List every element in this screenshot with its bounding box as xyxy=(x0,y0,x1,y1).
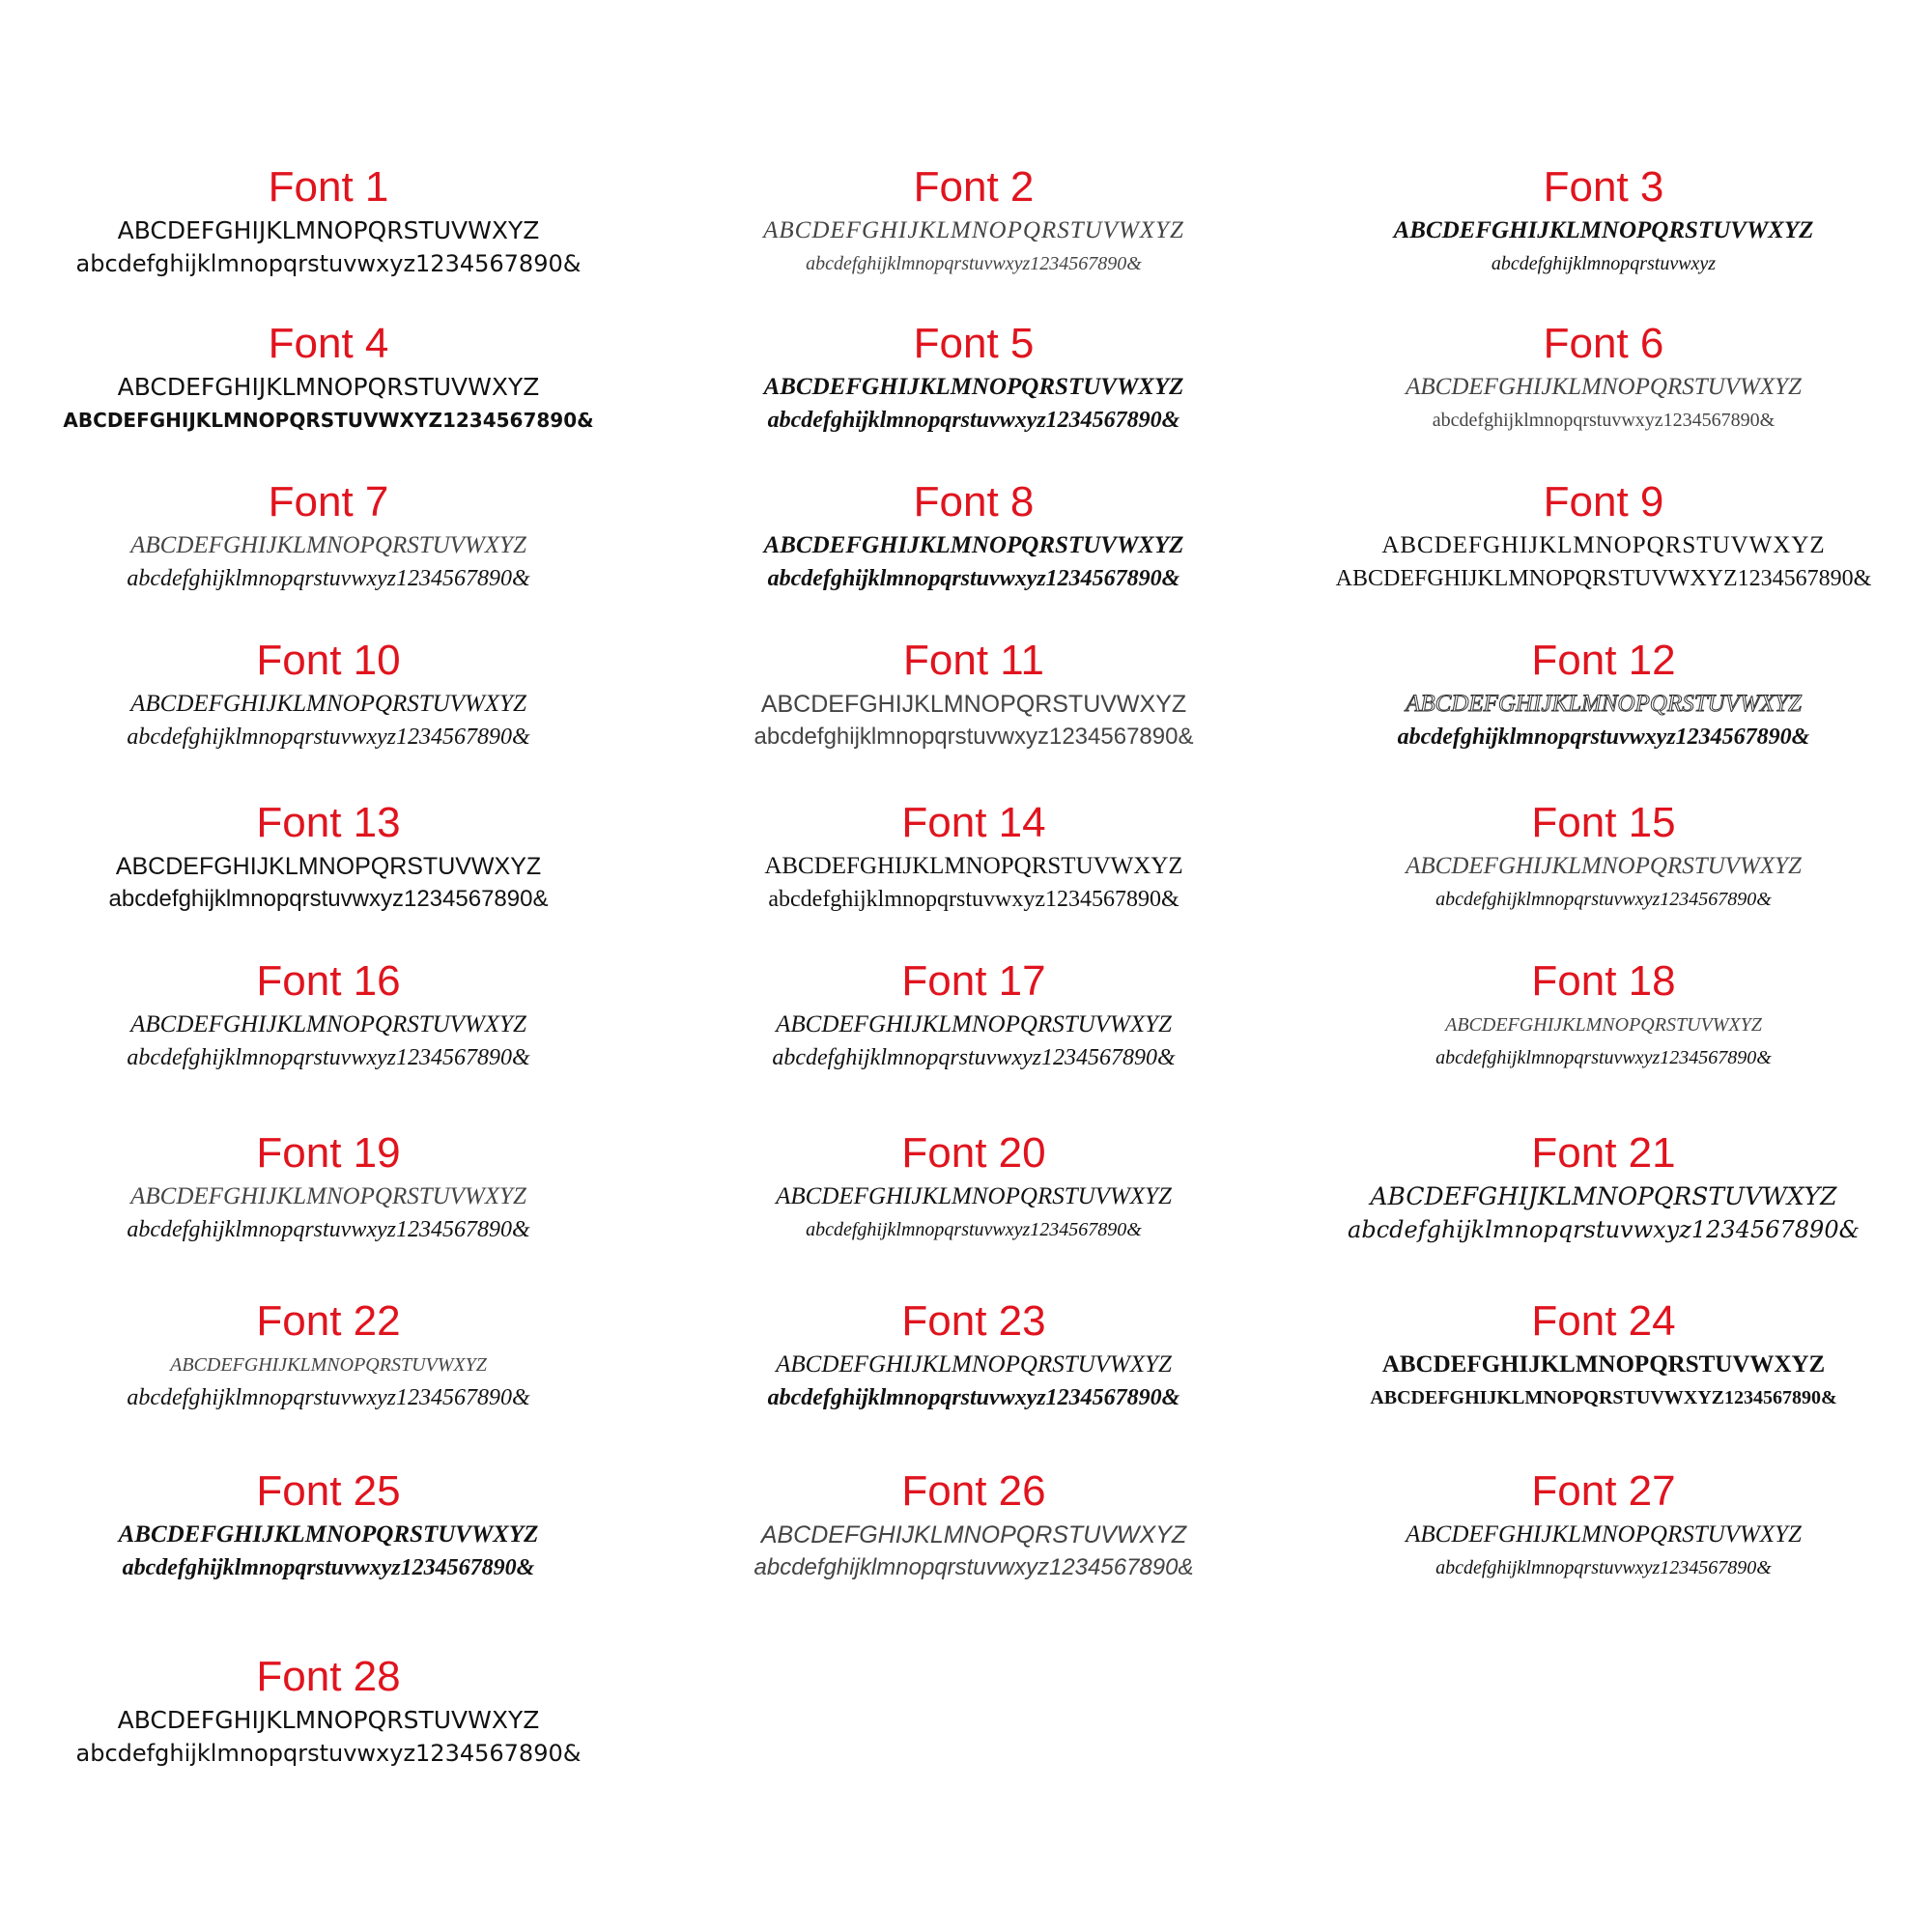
font-title: Font 27 xyxy=(1531,1467,1676,1515)
lowercase-sample: abcdefghijklmnopqrstuvwxyz1234567890& xyxy=(127,1045,530,1070)
uppercase-sample: ABCDEFGHIJKLMNOPQRSTUVWXYZ xyxy=(1406,1521,1802,1548)
font-title: Font 5 xyxy=(913,320,1035,367)
font-title: Font 1 xyxy=(268,163,389,211)
font-sample-17 xyxy=(645,958,1302,1074)
font-sample-6 xyxy=(1275,321,1932,437)
font-title: Font 21 xyxy=(1531,1129,1676,1177)
font-sample-24 xyxy=(1275,1298,1932,1414)
uppercase-sample: ABCDEFGHIJKLMNOPQRSTUVWXYZ xyxy=(1406,691,1802,717)
lowercase-sample: ABCDEFGHIJKLMNOPQRSTUVWXYZ1234567890& xyxy=(1370,1387,1837,1408)
font-title: Font 9 xyxy=(1543,478,1664,526)
uppercase-sample: ABCDEFGHIJKLMNOPQRSTUVWXYZ xyxy=(130,532,526,558)
font-sample-10 xyxy=(0,638,657,753)
uppercase-sample: ABCDEFGHIJKLMNOPQRSTUVWXYZ xyxy=(117,1706,540,1734)
lowercase-sample: abcdefghijklmnopqrstuvwxyz1234567890& xyxy=(806,253,1142,274)
uppercase-sample: ABCDEFGHIJKLMNOPQRSTUVWXYZ xyxy=(1381,1351,1826,1378)
font-sample-2 xyxy=(645,164,1302,280)
lowercase-sample: ABCDEFGHIJKLMNOPQRSTUVWXYZ1234567890& xyxy=(1335,566,1872,591)
lowercase-sample: abcdefghijklmnopqrstuvwxyz1234567890& xyxy=(1397,724,1810,750)
lowercase-sample: abcdefghijklmnopqrstuvwxyz1234567890& xyxy=(767,408,1180,433)
font-sample-5 xyxy=(645,321,1302,437)
font-sample-22 xyxy=(0,1298,657,1414)
lowercase-sample: abcdefghijklmnopqrstuvwxyz1234567890& xyxy=(772,1045,1176,1070)
uppercase-sample: ABCDEFGHIJKLMNOPQRSTUVWXYZ xyxy=(117,216,540,244)
lowercase-sample: abcdefghijklmnopqrstuvwxyz1234567890& xyxy=(753,724,1194,750)
font-sample-25 xyxy=(0,1468,657,1584)
lowercase-sample: abcdefghijklmnopqrstuvwxyz1234567890& xyxy=(127,566,530,591)
lowercase-sample: abcdefghijklmnopqrstuvwxyz1234567890& xyxy=(127,1385,530,1410)
font-title: Font 7 xyxy=(268,478,389,526)
uppercase-sample: ABCDEFGHIJKLMNOPQRSTUVWXYZ xyxy=(776,1183,1172,1209)
uppercase-sample: ABCDEFGHIJKLMNOPQRSTUVWXYZ xyxy=(776,1011,1172,1037)
uppercase-sample: ABCDEFGHIJKLMNOPQRSTUVWXYZ xyxy=(776,1351,1172,1378)
font-title: Font 19 xyxy=(256,1129,401,1177)
font-sample-28 xyxy=(0,1654,657,1770)
font-title: Font 8 xyxy=(913,478,1035,526)
font-sample-20 xyxy=(645,1130,1302,1246)
font-title: Font 20 xyxy=(901,1129,1046,1177)
uppercase-sample: ABCDEFGHIJKLMNOPQRSTUVWXYZ xyxy=(130,1183,526,1209)
font-title: Font 25 xyxy=(256,1467,401,1515)
uppercase-sample: ABCDEFGHIJKLMNOPQRSTUVWXYZ xyxy=(764,853,1183,879)
font-title: Font 11 xyxy=(903,637,1044,684)
lowercase-sample: abcdefghijklmnopqrstuvwxyz1234567890& xyxy=(1435,1557,1772,1578)
font-title: Font 23 xyxy=(901,1297,1046,1345)
font-sample-27 xyxy=(1275,1468,1932,1584)
font-title: Font 14 xyxy=(901,799,1046,846)
font-sample-14 xyxy=(645,800,1302,916)
uppercase-sample: ABCDEFGHIJKLMNOPQRSTUVWXYZ xyxy=(1370,1182,1837,1210)
font-sample-16 xyxy=(0,958,657,1074)
uppercase-sample: ABCDEFGHIJKLMNOPQRSTUVWXYZ xyxy=(1393,217,1814,243)
font-sample-18 xyxy=(1275,958,1932,1074)
font-sample-7 xyxy=(0,479,657,595)
lowercase-sample: abcdefghijklmnopqrstuvwxyz1234567890& xyxy=(75,1740,582,1767)
font-sample-8 xyxy=(645,479,1302,595)
font-sample-3 xyxy=(1275,164,1932,280)
lowercase-sample: abcdefghijklmnopqrstuvwxyz1234567890& xyxy=(753,1554,1194,1580)
font-title: Font 24 xyxy=(1531,1297,1676,1345)
uppercase-sample: ABCDEFGHIJKLMNOPQRSTUVWXYZ xyxy=(763,374,1184,400)
lowercase-sample: abcdefghijklmnopqrstuvwxyz1234567890& xyxy=(127,724,530,750)
uppercase-sample: ABCDEFGHIJKLMNOPQRSTUVWXYZ xyxy=(1406,853,1802,879)
uppercase-sample: ABCDEFGHIJKLMNOPQRSTUVWXYZ xyxy=(763,217,1184,243)
font-title: Font 18 xyxy=(1531,957,1676,1005)
font-sample-9 xyxy=(1275,479,1932,595)
font-title: Font 17 xyxy=(901,957,1046,1005)
font-sample-15 xyxy=(1275,800,1932,916)
uppercase-sample: ABCDEFGHIJKLMNOPQRSTUVWXYZ xyxy=(760,691,1187,718)
lowercase-sample: abcdefghijklmnopqrstuvwxyz1234567890& xyxy=(1348,1216,1860,1243)
font-title: Font 10 xyxy=(256,637,401,684)
lowercase-sample: abcdefghijklmnopqrstuvwxyz1234567890& xyxy=(108,886,549,912)
uppercase-sample: ABCDEFGHIJKLMNOPQRSTUVWXYZ xyxy=(1445,1014,1762,1036)
lowercase-sample: abcdefghijklmnopqrstuvwxyz1234567890& xyxy=(1432,410,1776,431)
font-title: Font 6 xyxy=(1543,320,1664,367)
uppercase-sample: ABCDEFGHIJKLMNOPQRSTUVWXYZ xyxy=(130,691,526,717)
font-title: Font 22 xyxy=(256,1297,401,1345)
uppercase-sample: ABCDEFGHIJKLMNOPQRSTUVWXYZ xyxy=(760,1521,1187,1548)
lowercase-sample: abcdefghijklmnopqrstuvwxyz1234567890& xyxy=(75,250,582,277)
font-title: Font 3 xyxy=(1543,163,1664,211)
font-title: Font 15 xyxy=(1531,799,1676,846)
lowercase-sample: abcdefghijklmnopqrstuvwxyz1234567890& xyxy=(768,887,1179,912)
font-sample-11 xyxy=(645,638,1302,753)
font-sample-1 xyxy=(0,164,657,280)
font-sample-21 xyxy=(1275,1130,1932,1246)
font-title: Font 28 xyxy=(256,1653,401,1700)
font-sample-23 xyxy=(645,1298,1302,1414)
lowercase-sample: ABCDEFGHIJKLMNOPQRSTUVWXYZ1234567890& xyxy=(63,409,594,432)
lowercase-sample: abcdefghijklmnopqrstuvwxyz1234567890& xyxy=(1435,889,1772,910)
lowercase-sample: abcdefghijklmnopqrstuvwxyz1234567890& xyxy=(127,1217,530,1242)
font-title: Font 26 xyxy=(901,1467,1046,1515)
lowercase-sample: abcdefghijklmnopqrstuvwxyz xyxy=(1491,253,1717,274)
uppercase-sample: ABCDEFGHIJKLMNOPQRSTUVWXYZ xyxy=(1406,374,1802,400)
uppercase-sample: ABCDEFGHIJKLMNOPQRSTUVWXYZ xyxy=(118,1521,539,1548)
uppercase-sample: ABCDEFGHIJKLMNOPQRSTUVWXYZ xyxy=(130,1011,526,1037)
font-title: Font 13 xyxy=(256,799,401,846)
lowercase-sample: abcdefghijklmnopqrstuvwxyz1234567890& xyxy=(767,566,1180,591)
font-sample-12 xyxy=(1275,638,1932,753)
font-sample-4 xyxy=(0,321,657,437)
font-sample-13 xyxy=(0,800,657,916)
uppercase-sample: ABCDEFGHIJKLMNOPQRSTUVWXYZ xyxy=(115,853,542,880)
lowercase-sample: abcdefghijklmnopqrstuvwxyz1234567890& xyxy=(767,1385,1180,1410)
font-sample-19 xyxy=(0,1130,657,1246)
font-sample-26 xyxy=(645,1468,1302,1584)
uppercase-sample: ABCDEFGHIJKLMNOPQRSTUVWXYZ xyxy=(117,373,540,401)
lowercase-sample: abcdefghijklmnopqrstuvwxyz1234567890& xyxy=(122,1555,535,1580)
lowercase-sample: abcdefghijklmnopqrstuvwxyz1234567890& xyxy=(1435,1047,1772,1068)
uppercase-sample: ABCDEFGHIJKLMNOPQRSTUVWXYZ xyxy=(1381,532,1826,558)
font-title: Font 4 xyxy=(268,320,389,367)
uppercase-sample: ABCDEFGHIJKLMNOPQRSTUVWXYZ xyxy=(170,1354,487,1376)
font-title: Font 2 xyxy=(913,163,1035,211)
font-title: Font 16 xyxy=(256,957,401,1005)
font-title: Font 12 xyxy=(1531,637,1676,684)
lowercase-sample: abcdefghijklmnopqrstuvwxyz1234567890& xyxy=(806,1219,1142,1240)
uppercase-sample: ABCDEFGHIJKLMNOPQRSTUVWXYZ xyxy=(763,532,1184,558)
